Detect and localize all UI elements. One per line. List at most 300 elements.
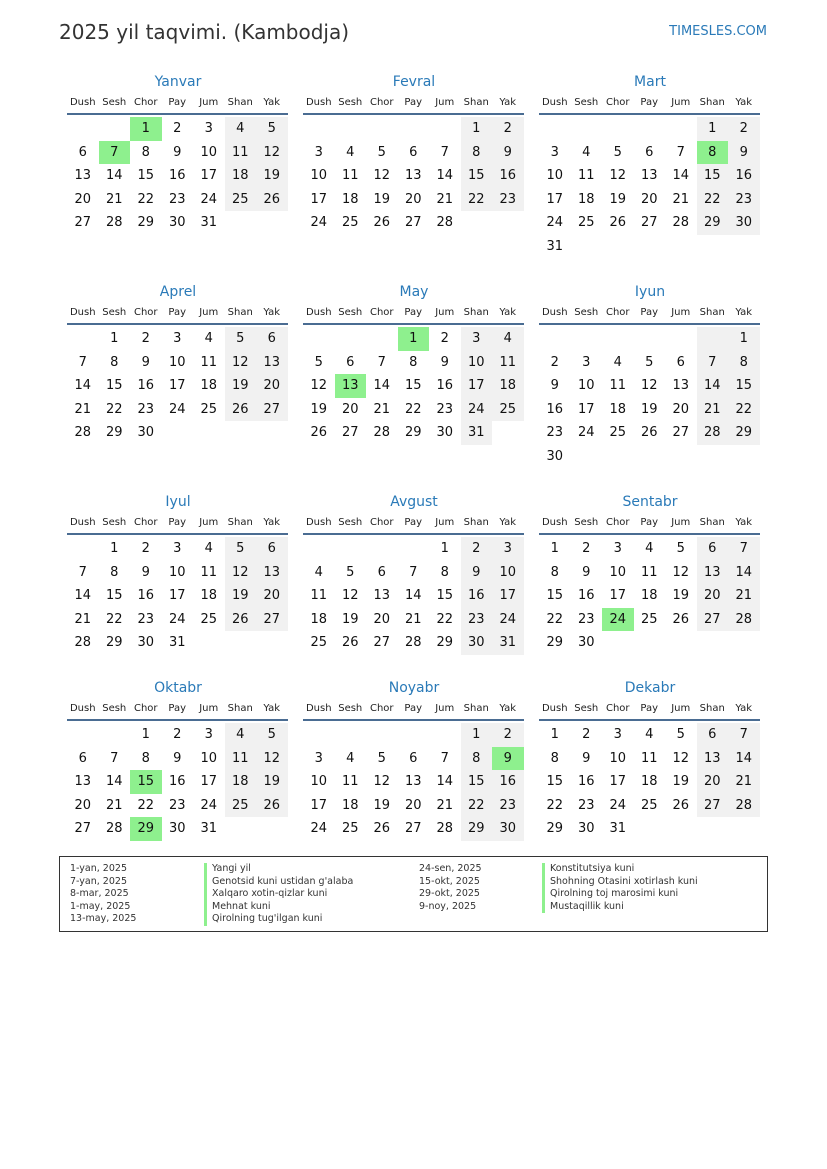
empty-cell [429, 117, 461, 141]
holiday-day-cell: 24 [602, 608, 634, 632]
day-cell: 13 [640, 168, 658, 183]
day-cell: 26 [256, 188, 288, 212]
day-cell: 18 [200, 378, 218, 393]
weekday-header: Chor [133, 97, 158, 108]
day-cell: 8 [110, 354, 119, 370]
day-cell: 23 [546, 425, 564, 440]
weekday-header: Sesh [574, 703, 599, 714]
weekday-header: Yak [499, 307, 517, 318]
day-cell: 28 [728, 608, 760, 632]
day-cell: 18 [492, 374, 524, 398]
brand-link[interactable]: TIMESLES.COM [669, 24, 767, 39]
day-cell: 26 [225, 398, 257, 422]
day-cell: 27 [74, 821, 92, 836]
day-cell: 19 [256, 770, 288, 794]
weekday-header: Yak [263, 97, 281, 108]
empty-cell [697, 327, 729, 351]
day-cell: 3 [492, 537, 524, 561]
day-cell: 25 [200, 401, 218, 417]
weekday-header: Jum [671, 307, 691, 318]
day-cell: 10 [200, 750, 218, 766]
weekday-header: Pay [640, 97, 659, 108]
day-cell: 19 [225, 584, 257, 608]
day-cell: 8 [728, 351, 760, 375]
empty-cell [366, 117, 398, 141]
day-cell: 19 [373, 797, 391, 813]
empty-cell [67, 723, 99, 747]
month-name: Oktabr [154, 680, 202, 696]
day-cell: 21 [404, 611, 422, 627]
empty-cell [366, 537, 398, 561]
day-cell: 10 [168, 354, 186, 370]
day-cell: 23 [168, 191, 186, 207]
day-cell: 19 [225, 374, 257, 398]
day-cell: 19 [373, 191, 391, 207]
weekday-header: Dush [305, 307, 332, 318]
day-cell: 8 [141, 144, 150, 160]
day-cell: 16 [577, 588, 595, 603]
day-cell: 2 [173, 727, 182, 742]
weekday-header: Dush [305, 517, 332, 528]
empty-cell [335, 117, 367, 141]
day-cell: 15 [105, 588, 123, 603]
day-cell: 16 [728, 164, 760, 188]
day-cell: 20 [74, 191, 92, 207]
month-iyul [67, 492, 289, 655]
weekday-header: Chor [133, 307, 158, 318]
day-cell: 24 [200, 191, 218, 207]
holiday-name: Mehnat kuni [204, 901, 271, 914]
weekday-header: Dush [305, 97, 332, 108]
day-cell: 18 [640, 588, 658, 603]
day-cell: 16 [168, 774, 186, 789]
day-cell: 4 [492, 327, 524, 351]
day-cell: 8 [550, 564, 559, 580]
day-cell: 27 [404, 215, 422, 230]
day-cell: 16 [577, 774, 595, 789]
weekday-header: Pay [640, 517, 659, 528]
day-cell: 17 [461, 374, 493, 398]
day-cell: 30 [461, 631, 493, 655]
day-cell: 15 [137, 168, 155, 183]
day-cell: 20 [697, 584, 729, 608]
day-cell: 19 [341, 611, 359, 627]
day-cell: 5 [346, 564, 355, 580]
day-cell: 23 [728, 188, 760, 212]
day-cell: 23 [577, 611, 595, 627]
weekday-header: Chor [369, 307, 394, 318]
day-cell: 14 [105, 774, 123, 789]
day-cell: 25 [341, 215, 359, 230]
day-cell: 20 [256, 374, 288, 398]
empty-cell [99, 723, 131, 747]
day-cell: 7 [78, 564, 87, 580]
day-cell: 6 [697, 723, 729, 747]
empty-cell [303, 117, 335, 141]
day-cell: 10 [200, 144, 218, 160]
day-cell: 21 [728, 584, 760, 608]
day-cell: 18 [609, 401, 627, 417]
day-cell: 22 [546, 797, 564, 813]
month-sentabr [539, 492, 761, 655]
weekday-header: Chor [369, 517, 394, 528]
weekday-header: Shan [699, 703, 725, 714]
day-cell: 29 [436, 635, 454, 650]
day-cell: 5 [256, 117, 288, 141]
empty-cell [602, 117, 634, 141]
weekday-header: Chor [369, 703, 394, 714]
day-cell: 30 [577, 821, 595, 836]
header-rule [303, 323, 524, 325]
empty-cell [366, 327, 398, 351]
day-cell: 16 [436, 378, 454, 393]
weekday-header: Sesh [338, 307, 363, 318]
weekday-header: Shan [699, 307, 725, 318]
weekday-header: Pay [404, 97, 423, 108]
day-cell: 16 [492, 770, 524, 794]
empty-cell [67, 117, 99, 141]
empty-cell [335, 327, 367, 351]
day-cell: 12 [310, 378, 328, 393]
empty-cell [634, 327, 666, 351]
day-cell: 30 [728, 211, 760, 235]
day-cell: 7 [377, 354, 386, 370]
day-cell: 6 [409, 144, 418, 160]
day-cell: 31 [492, 631, 524, 655]
day-cell: 5 [645, 354, 654, 370]
day-cell: 25 [341, 821, 359, 836]
day-cell: 22 [697, 188, 729, 212]
weekday-header: Jum [435, 703, 455, 714]
day-cell: 9 [440, 354, 449, 370]
day-cell: 2 [440, 331, 449, 346]
day-cell: 1 [461, 117, 493, 141]
weekday-header: Sesh [574, 517, 599, 528]
day-cell: 7 [697, 351, 729, 375]
day-cell: 27 [697, 608, 729, 632]
day-cell: 12 [256, 747, 288, 771]
day-cell: 26 [640, 425, 658, 440]
header-rule [539, 323, 760, 325]
day-cell: 12 [672, 564, 690, 580]
weekday-header: Pay [168, 703, 187, 714]
day-cell: 12 [640, 378, 658, 393]
day-cell: 13 [256, 351, 288, 375]
day-cell: 10 [461, 351, 493, 375]
day-cell: 16 [137, 588, 155, 603]
holiday-date: 1-yan, 2025 [70, 863, 127, 874]
day-cell: 29 [461, 817, 493, 841]
weekday-header: Dush [541, 307, 568, 318]
empty-cell [303, 327, 335, 351]
day-cell: 6 [256, 537, 288, 561]
empty-cell [398, 117, 430, 141]
day-cell: 14 [105, 168, 123, 183]
day-cell: 17 [310, 191, 328, 207]
day-cell: 31 [609, 821, 627, 836]
day-cell: 18 [640, 774, 658, 789]
day-cell: 15 [461, 164, 493, 188]
day-cell: 2 [141, 541, 150, 556]
empty-cell [602, 327, 634, 351]
weekday-header: Yak [499, 97, 517, 108]
empty-cell [67, 327, 99, 351]
empty-cell [335, 723, 367, 747]
month-avgust [303, 492, 525, 655]
day-cell: 6 [256, 327, 288, 351]
day-cell: 7 [728, 723, 760, 747]
day-cell: 29 [697, 211, 729, 235]
day-cell: 17 [310, 797, 328, 813]
weekday-header: Sesh [102, 307, 127, 318]
day-cell: 24 [168, 401, 186, 417]
holiday-name: Konstitutsiya kuni [542, 863, 634, 876]
day-cell: 2 [550, 354, 559, 370]
day-cell: 31 [168, 635, 186, 650]
day-cell: 8 [141, 750, 150, 766]
month-name: Sentabr [622, 494, 678, 510]
day-cell: 22 [137, 191, 155, 207]
day-cell: 16 [461, 584, 493, 608]
day-cell: 26 [310, 425, 328, 440]
day-cell: 6 [645, 144, 654, 160]
day-cell: 7 [78, 354, 87, 370]
weekday-header: Dush [305, 703, 332, 714]
weekday-header: Sesh [338, 703, 363, 714]
day-cell: 20 [341, 401, 359, 417]
day-cell: 12 [373, 168, 391, 183]
day-cell: 25 [225, 188, 257, 212]
day-cell: 9 [550, 378, 559, 393]
day-cell: 18 [341, 191, 359, 207]
day-cell: 4 [346, 144, 355, 160]
day-cell: 3 [613, 541, 622, 556]
day-cell: 17 [546, 191, 564, 207]
weekday-header: Chor [605, 517, 630, 528]
day-cell: 26 [672, 611, 690, 627]
day-cell: 25 [225, 794, 257, 818]
month-name: Fevral [392, 74, 436, 90]
day-cell: 31 [200, 215, 218, 230]
day-cell: 30 [168, 821, 186, 836]
day-cell: 29 [404, 425, 422, 440]
empty-cell [665, 327, 697, 351]
day-cell: 30 [546, 448, 564, 464]
weekday-header: Yak [735, 517, 753, 528]
day-cell: 11 [640, 750, 658, 766]
day-cell: 30 [492, 817, 524, 841]
day-cell: 14 [697, 374, 729, 398]
day-cell: 10 [168, 564, 186, 580]
weekday-header: Jum [435, 517, 455, 528]
day-cell: 11 [341, 774, 359, 789]
weekday-header: Sesh [102, 97, 127, 108]
day-cell: 21 [728, 770, 760, 794]
weekday-header: Sesh [338, 517, 363, 528]
day-cell: 29 [105, 425, 123, 440]
day-cell: 17 [492, 584, 524, 608]
weekday-header: Shan [227, 97, 253, 108]
day-cell: 9 [141, 354, 150, 370]
day-cell: 12 [672, 750, 690, 766]
day-cell: 24 [168, 611, 186, 627]
day-cell: 20 [404, 797, 422, 813]
holiday-day-cell: 7 [99, 141, 131, 165]
day-cell: 25 [609, 425, 627, 440]
holiday-date: 15-okt, 2025 [419, 875, 480, 887]
day-cell: 28 [404, 635, 422, 650]
day-cell: 4 [204, 541, 213, 556]
weekday-header: Sesh [574, 97, 599, 108]
day-cell: 25 [200, 611, 218, 627]
weekday-header: Jum [199, 703, 219, 714]
holiday-day-cell: 1 [130, 117, 162, 141]
day-cell: 5 [377, 144, 386, 160]
day-cell: 2 [492, 117, 524, 141]
month-mart [539, 72, 761, 258]
header-rule [539, 719, 760, 721]
day-cell: 6 [377, 564, 386, 580]
day-cell: 1 [728, 327, 760, 351]
holiday-name: Yangi yil [204, 863, 251, 876]
day-cell: 12 [341, 588, 359, 603]
day-cell: 15 [546, 588, 564, 603]
day-cell: 28 [74, 425, 92, 440]
empty-cell [398, 537, 430, 561]
month-fevral [303, 72, 525, 235]
day-cell: 2 [582, 727, 591, 742]
day-cell: 23 [168, 797, 186, 813]
day-cell: 16 [546, 401, 564, 417]
weekday-header: Yak [499, 703, 517, 714]
weekday-header: Pay [168, 307, 187, 318]
day-cell: 19 [640, 401, 658, 417]
day-cell: 3 [613, 727, 622, 742]
day-cell: 11 [200, 354, 218, 370]
day-cell: 14 [74, 378, 92, 393]
holiday-name: Qirolning toj marosimi kuni [542, 888, 678, 901]
day-cell: 24 [200, 797, 218, 813]
day-cell: 4 [645, 541, 654, 556]
header-rule [539, 113, 760, 115]
day-cell: 28 [74, 635, 92, 650]
day-cell: 27 [341, 425, 359, 440]
day-cell: 5 [377, 750, 386, 766]
day-cell: 5 [314, 354, 323, 370]
day-cell: 2 [728, 117, 760, 141]
day-cell: 24 [546, 215, 564, 230]
weekday-header: Shan [463, 97, 489, 108]
day-cell: 27 [640, 215, 658, 230]
weekday-header: Sesh [102, 703, 127, 714]
day-cell: 8 [550, 750, 559, 766]
day-cell: 1 [550, 727, 559, 742]
day-cell: 14 [728, 561, 760, 585]
day-cell: 19 [672, 588, 690, 603]
empty-cell [99, 117, 131, 141]
day-cell: 9 [728, 141, 760, 165]
weekday-header: Yak [263, 307, 281, 318]
day-cell: 20 [74, 797, 92, 813]
weekday-header: Yak [735, 97, 753, 108]
holiday-name: Qirolning tug'ilgan kuni [204, 913, 322, 926]
day-cell: 7 [728, 537, 760, 561]
day-cell: 25 [577, 215, 595, 230]
day-cell: 1 [550, 541, 559, 556]
day-cell: 11 [225, 747, 257, 771]
month-name: Mart [634, 74, 666, 90]
day-cell: 12 [373, 774, 391, 789]
weekday-header: Jum [199, 97, 219, 108]
day-cell: 28 [105, 821, 123, 836]
day-cell: 28 [105, 215, 123, 230]
header-rule [303, 533, 524, 535]
day-cell: 3 [173, 331, 182, 346]
day-cell: 11 [341, 168, 359, 183]
weekday-header: Jum [199, 307, 219, 318]
day-cell: 23 [492, 794, 524, 818]
day-cell: 23 [461, 608, 493, 632]
day-cell: 28 [697, 421, 729, 445]
weekday-header: Pay [640, 703, 659, 714]
empty-cell [571, 327, 603, 351]
day-cell: 14 [436, 168, 454, 183]
day-cell: 6 [676, 354, 685, 370]
day-cell: 8 [110, 564, 119, 580]
day-cell: 12 [225, 561, 257, 585]
day-cell: 11 [609, 378, 627, 393]
weekday-header: Jum [671, 703, 691, 714]
day-cell: 24 [310, 821, 328, 836]
weekday-header: Sesh [102, 517, 127, 528]
day-cell: 18 [200, 588, 218, 603]
day-cell: 31 [200, 821, 218, 836]
month-yanvar [67, 72, 289, 235]
day-cell: 31 [546, 238, 564, 254]
weekday-header: Pay [404, 703, 423, 714]
day-cell: 11 [200, 564, 218, 580]
month-name: Aprel [159, 284, 197, 300]
weekday-header: Dush [69, 703, 96, 714]
day-cell: 15 [728, 374, 760, 398]
weekday-header: Pay [168, 517, 187, 528]
weekday-header: Shan [699, 97, 725, 108]
day-cell: 9 [461, 561, 493, 585]
day-cell: 7 [440, 750, 449, 766]
month-aprel [67, 282, 289, 445]
day-cell: 13 [74, 774, 92, 789]
weekday-header: Chor [605, 703, 630, 714]
day-cell: 3 [204, 727, 213, 742]
day-cell: 7 [409, 564, 418, 580]
weekday-header: Jum [671, 97, 691, 108]
day-cell: 30 [168, 215, 186, 230]
day-cell: 11 [225, 141, 257, 165]
weekday-header: Yak [499, 517, 517, 528]
day-cell: 17 [200, 774, 218, 789]
day-cell: 24 [577, 425, 595, 440]
day-cell: 26 [373, 215, 391, 230]
day-cell: 6 [409, 750, 418, 766]
day-cell: 7 [676, 144, 685, 160]
day-cell: 13 [404, 168, 422, 183]
day-cell: 25 [640, 797, 658, 813]
weekday-header: Shan [227, 703, 253, 714]
empty-cell [539, 327, 571, 351]
month-name: Noyabr [388, 680, 440, 696]
day-cell: 14 [404, 588, 422, 603]
header-rule [303, 719, 524, 721]
